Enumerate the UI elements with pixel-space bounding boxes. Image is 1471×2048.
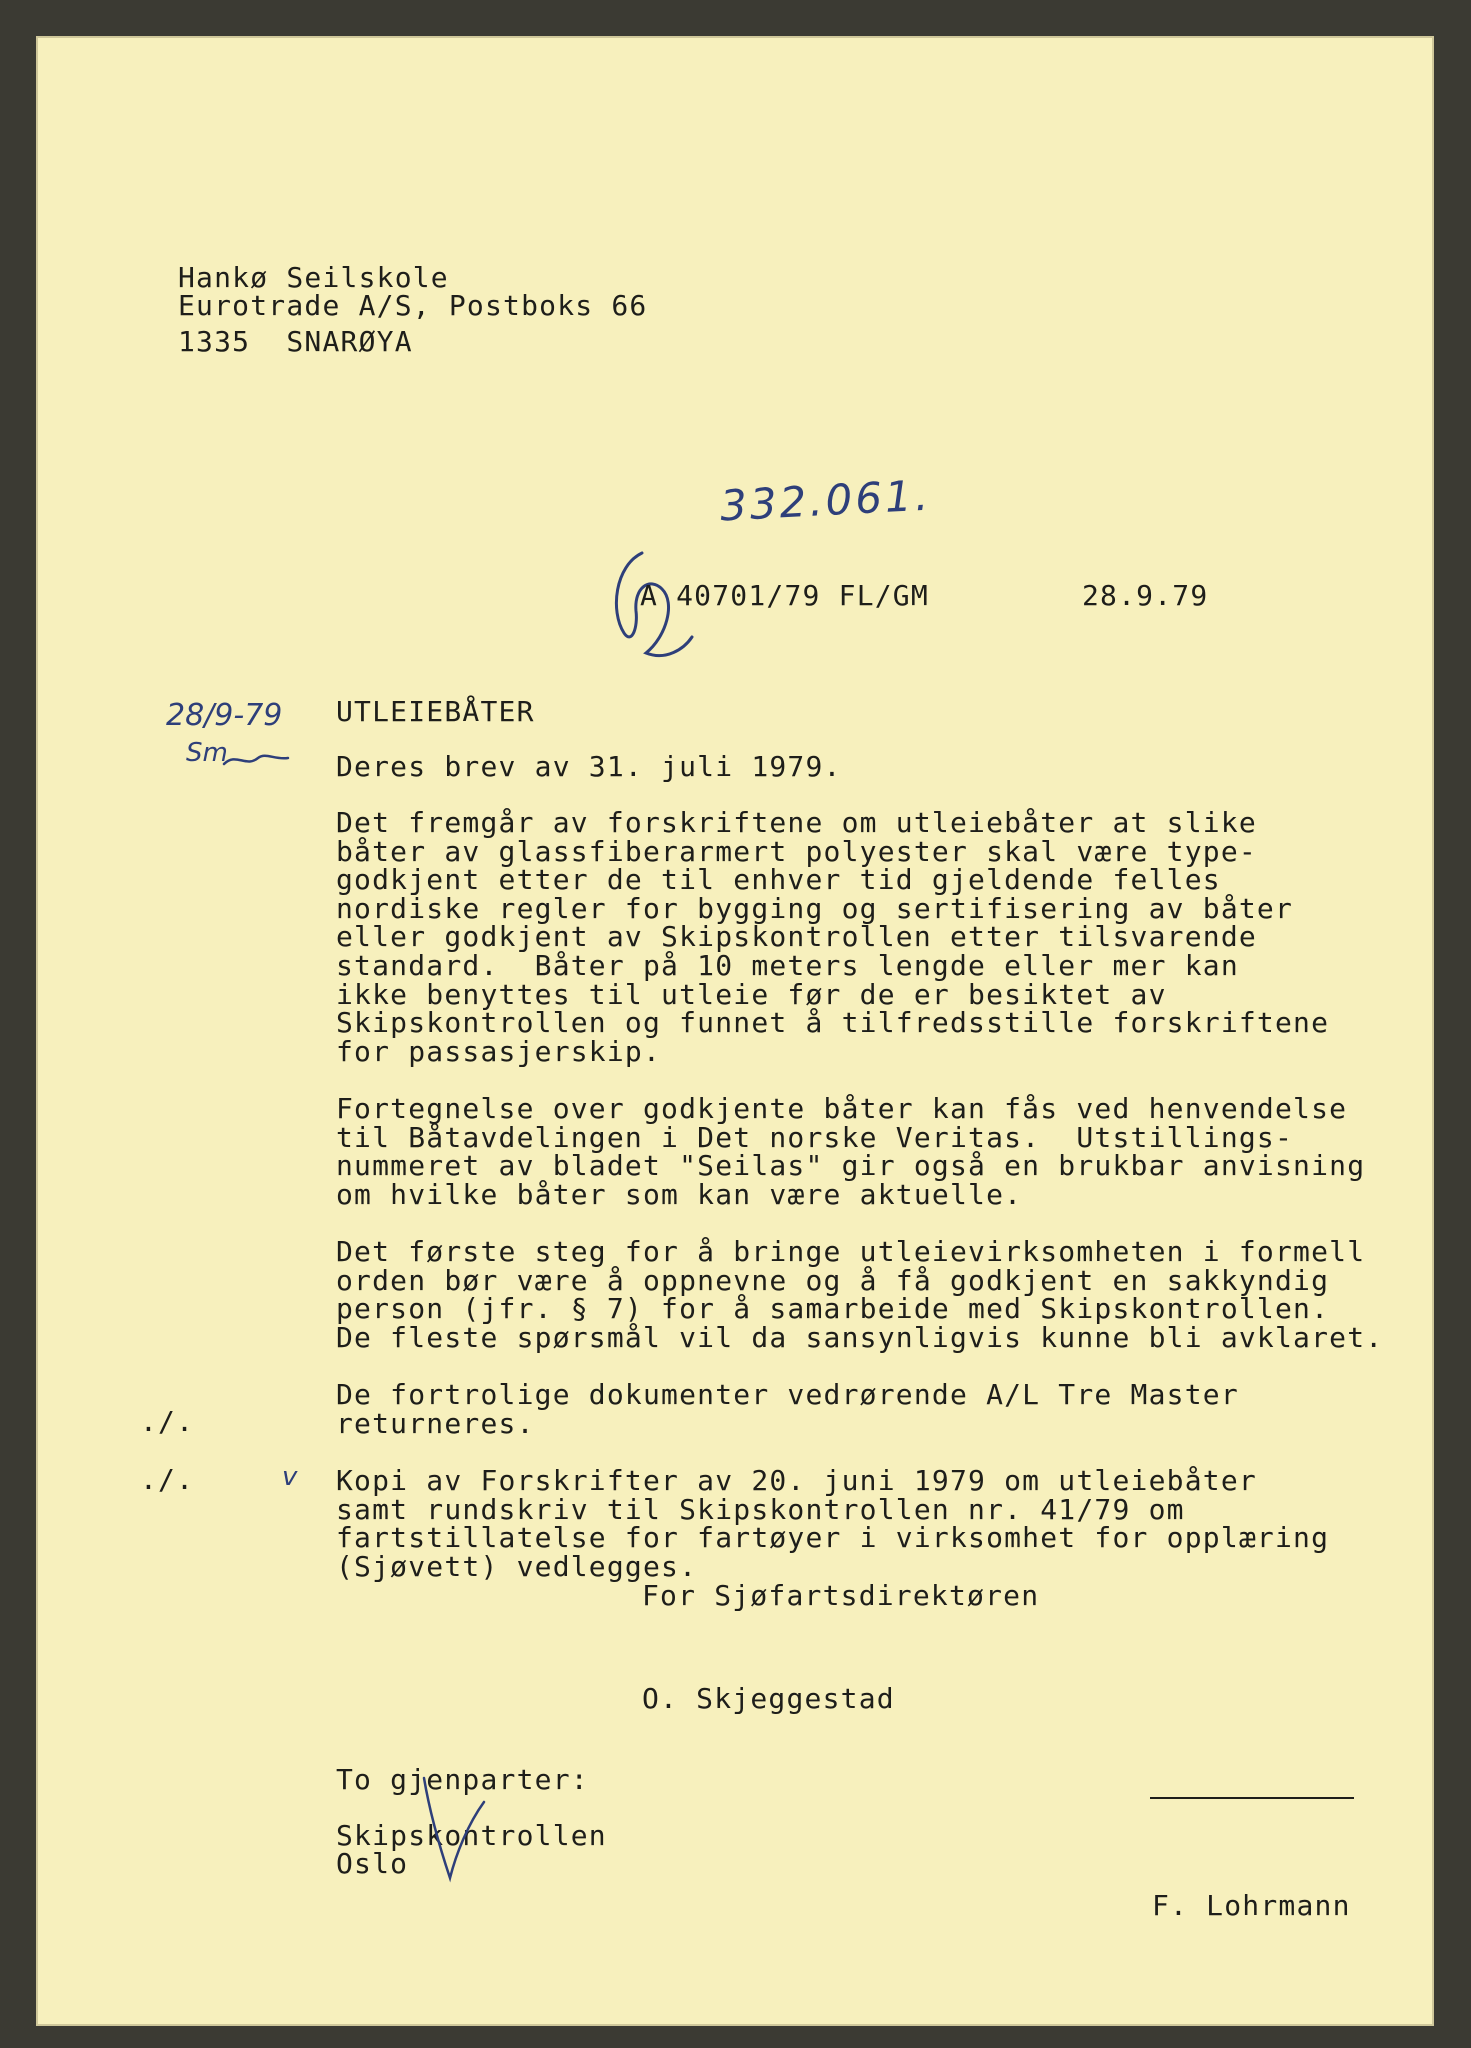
closing-line: For Sjøfartsdirektøren — [642, 1579, 1040, 1612]
paragraph-line: om hvilke båter som kan være aktuelle. — [336, 1177, 1023, 1211]
signature-line — [1150, 1797, 1354, 1799]
paragraph-line: Kopi av Forskrifter av 20. juni 1979 om utleiebåter — [336, 1464, 1257, 1497]
paragraph-line: returneres. — [336, 1406, 535, 1440]
paragraph-line: nummeret av bladet "Seilas" gir også en brukbar anvisning — [336, 1149, 1366, 1183]
paragraph-line: standard. Båter på 10 meters lengde eller mer kan — [336, 948, 1239, 982]
recipient-name: Hankø Seilskole — [178, 261, 449, 294]
margin-note-initials: Sm — [186, 738, 228, 768]
recipient-postcode-city: 1335 SNARØYA — [178, 325, 413, 358]
paragraph-line: eller godkjent av Skipskontrollen etter tilsvarende — [336, 920, 1257, 954]
body-paragraph-4 — [336, 1378, 1239, 1440]
paragraph-line: Skipskontrollen og funnet å tilfredsstille forskriftene — [336, 1006, 1330, 1040]
body-paragraph-5 — [336, 1464, 1330, 1583]
signatory-name: O. Skjeggestad — [642, 1682, 895, 1715]
body-paragraph-2 — [336, 1092, 1366, 1211]
copies-recipient-line-2: Oslo — [336, 1847, 409, 1880]
paragraph-line: De fortrolige dokumenter vedrørende A/L Tre Master — [336, 1378, 1239, 1411]
letter-date: 28.9.79 — [1082, 579, 1209, 612]
paragraph-line: for passasjerskip. — [336, 1034, 662, 1068]
paragraph-line: orden bør være å oppnevne og å få godkjent en sakkyndig — [336, 1263, 1330, 1297]
paragraph-line: (Sjøvett) vedlegges. — [336, 1549, 698, 1583]
body-paragraph-1 — [336, 806, 1330, 1068]
letter-subject: UTLEIEBÅTER — [336, 695, 535, 728]
letter-page — [36, 36, 1434, 2026]
handwritten-check-mark — [420, 1774, 490, 1884]
enclosure-mark-1: ./. — [140, 1405, 195, 1438]
second-signatory-name: F. Lohrmann — [1152, 1889, 1351, 1922]
paragraph-line: person (jfr. § 7) for å samarbeide med Skipskontrollen. — [336, 1292, 1330, 1326]
enclosure-mark-2: ./. — [140, 1463, 195, 1496]
copies-recipient-line-1: Skipskontrollen — [336, 1819, 607, 1852]
margin-note-flourish — [222, 750, 292, 770]
margin-note-date: 28/9-79 — [166, 698, 283, 733]
paragraph-line: ikke benyttes til utleie før de er besiktet av — [336, 977, 1167, 1011]
reference-number: A 40701/79 FL/GM — [640, 579, 929, 612]
copies-heading: To gjenparter: — [336, 1763, 589, 1796]
handwritten-file-number: 332.061. — [718, 470, 933, 531]
handwritten-checkmark: v — [282, 1462, 298, 1492]
paragraph-line: fartstillatelse for fartøyer i virksomhet for opplæring — [336, 1521, 1330, 1555]
paragraph-line: Det første steg for å bringe utleievirksomheten i formell — [336, 1235, 1366, 1268]
paragraph-line: båter av glassfiberarmert polyester skal være type- — [336, 834, 1257, 868]
paragraph-line: nordiske regler for bygging og sertifisering av båter — [336, 891, 1294, 925]
body-paragraph-3 — [336, 1235, 1384, 1354]
paragraph-line: godkjent etter de til enhver tid gjeldende felles — [336, 863, 1221, 897]
paragraph-line: samt rundskriv til Skipskontrollen nr. 41/79 om — [336, 1492, 1185, 1526]
paragraph-line: De fleste spørsmål vil da sansynligvis kunne bli avklaret. — [336, 1320, 1384, 1354]
recipient-address: Eurotrade A/S, Postboks 66 — [178, 289, 648, 322]
paragraph-line: Det fremgår av forskriftene om utleiebåter at slike — [336, 806, 1257, 839]
paragraph-line: Fortegnelse over godkjente båter kan fås ved henvendelse — [336, 1092, 1348, 1125]
paragraph-line: til Båtavdelingen i Det norske Veritas. Utstillings- — [336, 1120, 1294, 1154]
reference-to-letter: Deres brev av 31. juli 1979. — [336, 750, 842, 783]
